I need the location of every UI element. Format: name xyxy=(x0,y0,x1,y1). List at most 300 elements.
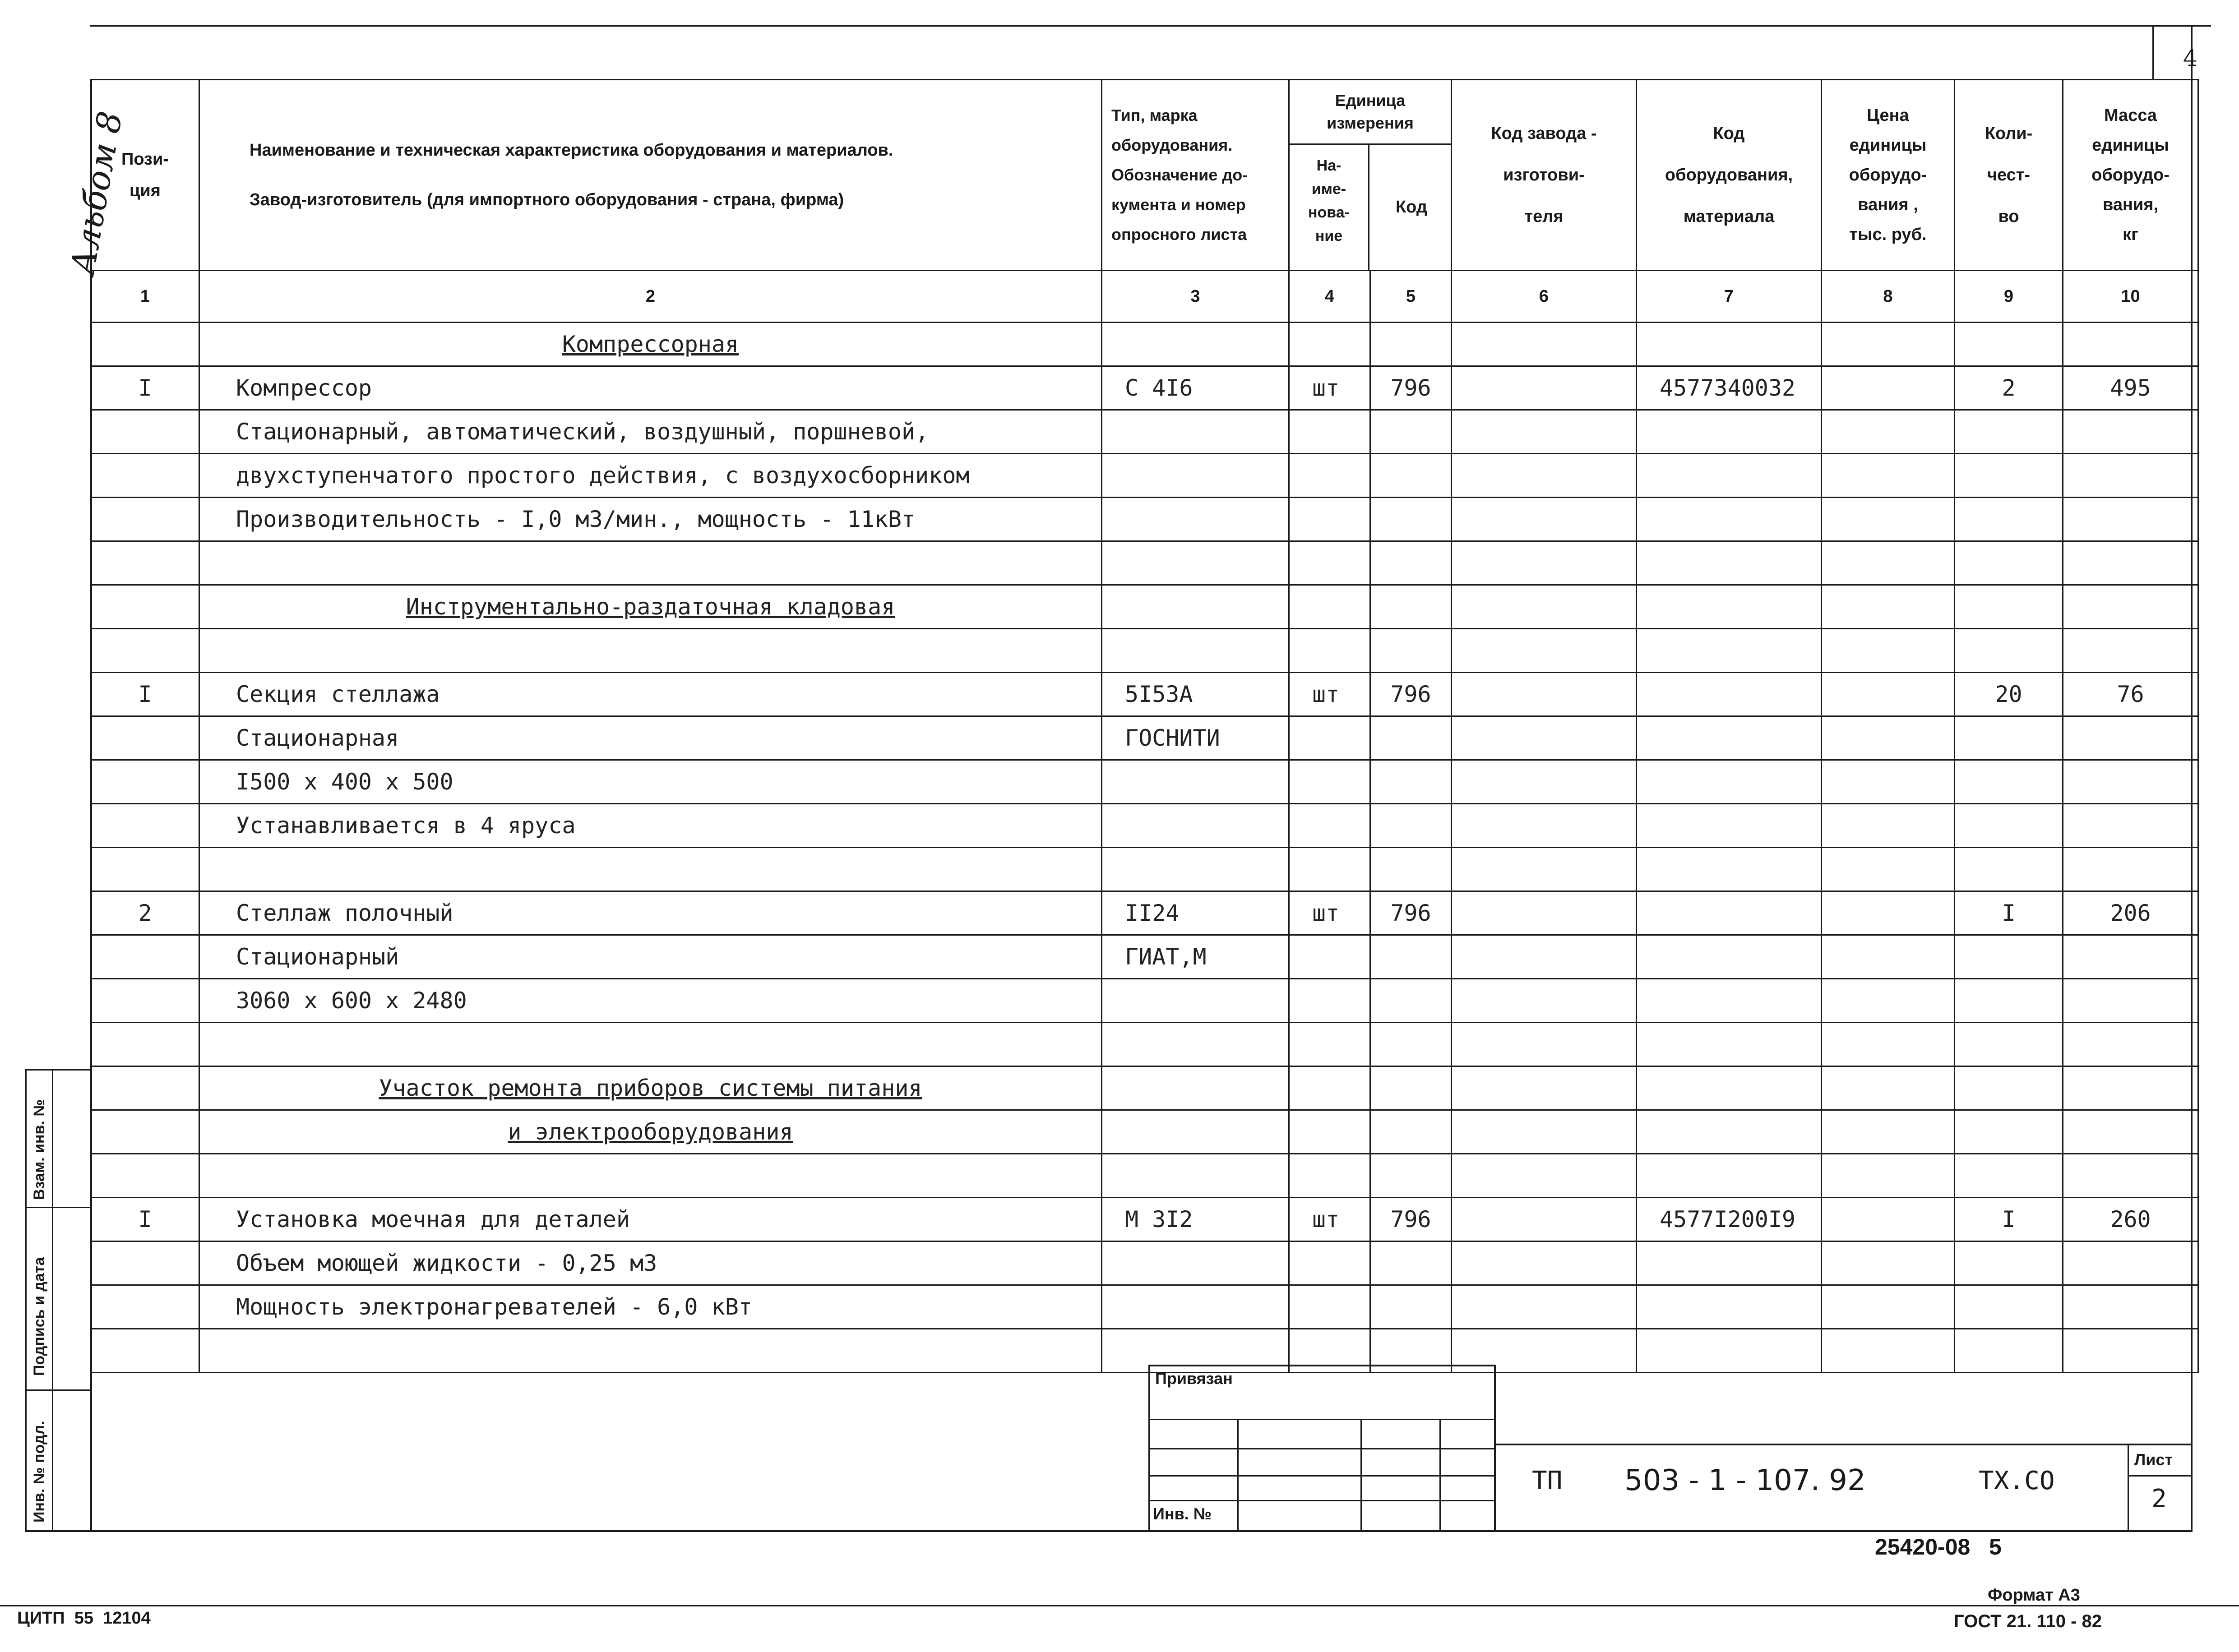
cell-mass xyxy=(2063,1285,2198,1329)
stamp-h3 xyxy=(1148,1475,1496,1477)
section-heading-row xyxy=(91,1110,2198,1154)
cell-name xyxy=(199,1154,1102,1198)
cell-type xyxy=(1102,1241,1289,1285)
cell-type xyxy=(1102,1066,1289,1110)
cell-factory-code xyxy=(1452,891,1637,935)
cell-name xyxy=(199,366,1102,410)
cell-unit-code xyxy=(1370,935,1452,979)
cell-unit-code xyxy=(1370,1285,1452,1329)
cell-position xyxy=(91,891,199,935)
cell-quantity-text: 20 xyxy=(1995,681,2022,707)
table-row xyxy=(91,760,2198,804)
cell-equipment-code xyxy=(1637,498,1822,541)
cell-mass xyxy=(2063,716,2198,760)
cell-type-text: ГИАТ,М xyxy=(1125,944,1207,970)
cell-position xyxy=(91,1329,199,1373)
cell-type-text: 5I53А xyxy=(1125,681,1193,707)
cell-quantity xyxy=(1955,629,2063,673)
cell-price xyxy=(1822,1110,1955,1154)
cell-equipment-code xyxy=(1637,716,1822,760)
cell-unit-code-text: 796 xyxy=(1390,375,1431,401)
table-row xyxy=(91,1023,2198,1066)
cell-unit-code xyxy=(1370,716,1452,760)
cell-mass xyxy=(2063,804,2198,848)
title-block-top xyxy=(1496,1444,2191,1445)
title-tp: ТП xyxy=(1532,1466,1563,1495)
cell-quantity xyxy=(1955,366,2063,410)
table-row xyxy=(91,935,2198,979)
side-label-divider xyxy=(52,1069,53,1532)
cell-factory-code xyxy=(1452,804,1637,848)
cell-type xyxy=(1102,760,1289,804)
cell-name-text: 3060 x 600 x 2480 xyxy=(236,988,467,1014)
cell-unit xyxy=(1289,1241,1370,1285)
cell-name-text: Компрессорная xyxy=(562,331,739,357)
cell-unit xyxy=(1289,716,1370,760)
cell-position xyxy=(91,1241,199,1285)
cell-unit xyxy=(1289,498,1370,541)
cell-position xyxy=(91,1154,199,1198)
cell-unit xyxy=(1289,629,1370,673)
cell-position xyxy=(91,1023,199,1066)
cell-position-text: I xyxy=(138,1206,152,1232)
table-row xyxy=(91,498,2198,541)
cell-name xyxy=(199,673,1102,716)
header-name-line2: Завод-изготовитель (для импортного оборудования - страна, фирма) xyxy=(250,190,844,209)
cell-equipment-code xyxy=(1637,760,1822,804)
cell-unit-code xyxy=(1370,891,1452,935)
format-label: Формат А3 xyxy=(1988,1586,2080,1605)
header-row xyxy=(91,80,2198,271)
cell-mass xyxy=(2063,629,2198,673)
sheet-box-left xyxy=(2128,1444,2129,1532)
cell-quantity xyxy=(1955,498,2063,541)
header-price: Цена единицы оборудо- вания , тыс. руб. xyxy=(1822,80,1955,271)
header-name-line1: Наименование и техническая характеристика оборудования и материалов. xyxy=(250,141,893,160)
printer-label: ЦИТП 55 12104 xyxy=(17,1609,151,1628)
cell-type xyxy=(1102,891,1289,935)
cell-equipment-code xyxy=(1637,1066,1822,1110)
table-row xyxy=(91,673,2198,716)
cell-unit-code xyxy=(1370,1241,1452,1285)
cell-factory-code xyxy=(1452,935,1637,979)
stamp-v2 xyxy=(1360,1419,1362,1532)
column-number-10: 10 xyxy=(2063,271,2198,323)
cell-name-text: Установка моечная для деталей xyxy=(236,1206,630,1232)
cell-equipment-code xyxy=(1637,366,1822,410)
column-number-8: 8 xyxy=(1822,271,1955,323)
cell-mass xyxy=(2063,1066,2198,1110)
cell-position xyxy=(91,716,199,760)
cell-type-text: ГОСНИТИ xyxy=(1125,725,1220,751)
cell-name xyxy=(199,891,1102,935)
cell-position-text: 2 xyxy=(138,900,152,926)
table-row xyxy=(91,891,2198,935)
cell-price xyxy=(1822,366,1955,410)
sheet-box-mid xyxy=(2128,1475,2191,1477)
cell-unit xyxy=(1289,585,1370,629)
cell-name-text: Стационарный, автоматический, воздушный, поршневой, xyxy=(236,419,929,445)
cell-factory-code xyxy=(1452,716,1637,760)
cell-type xyxy=(1102,454,1289,498)
cell-quantity xyxy=(1955,585,2063,629)
cell-type xyxy=(1102,629,1289,673)
cell-quantity xyxy=(1955,716,2063,760)
cell-position xyxy=(91,366,199,410)
section-heading-row xyxy=(91,323,2198,366)
cell-price xyxy=(1822,1066,1955,1110)
side-label-original-inv: Инв. № подл. xyxy=(31,1421,48,1523)
cell-price xyxy=(1822,1198,1955,1241)
cell-position xyxy=(91,1198,199,1241)
cell-type xyxy=(1102,1023,1289,1066)
cell-unit xyxy=(1289,1023,1370,1066)
cell-quantity xyxy=(1955,454,2063,498)
cell-name-text: двухступенчатого простого действия, с воздухосборником xyxy=(236,462,970,489)
cell-equipment-code xyxy=(1637,1110,1822,1154)
cell-type-text: II24 xyxy=(1125,900,1180,926)
cell-name xyxy=(199,979,1102,1023)
table-row xyxy=(91,716,2198,760)
cell-factory-code xyxy=(1452,323,1637,366)
cell-factory-code xyxy=(1452,410,1637,454)
cell-factory-code xyxy=(1452,1285,1637,1329)
cell-unit xyxy=(1289,541,1370,585)
cell-mass-text: 76 xyxy=(2117,681,2144,707)
cell-position xyxy=(91,848,199,891)
cell-unit xyxy=(1289,1154,1370,1198)
cell-unit-code xyxy=(1370,498,1452,541)
cell-unit xyxy=(1289,848,1370,891)
cell-quantity-text: I xyxy=(2002,1206,2016,1232)
cell-unit xyxy=(1289,760,1370,804)
cell-unit-text: шт xyxy=(1312,900,1340,926)
cell-name xyxy=(199,1110,1102,1154)
cell-unit-code-text: 796 xyxy=(1390,1206,1431,1232)
cell-mass xyxy=(2063,541,2198,585)
cell-mass xyxy=(2063,935,2198,979)
album-label: Альбом 8 xyxy=(63,108,130,277)
stamp-h2 xyxy=(1148,1448,1496,1449)
cell-position xyxy=(91,410,199,454)
cell-position xyxy=(91,541,199,585)
cell-unit xyxy=(1289,935,1370,979)
cell-name xyxy=(199,323,1102,366)
cell-name-text: Устанавливается в 4 яруса xyxy=(236,812,576,839)
section-heading-row xyxy=(91,1066,2198,1110)
stamp-privyazan-label: Привязан xyxy=(1155,1369,1233,1388)
side-label-sep-1 xyxy=(25,1069,90,1071)
stamp-inv-label: Инв. № xyxy=(1153,1504,1212,1523)
cell-unit-code xyxy=(1370,454,1452,498)
cell-name-text: Производительность - I,0 м3/мин., мощность - 11кВт xyxy=(236,506,916,532)
cell-unit xyxy=(1289,1066,1370,1110)
cell-name-text: Стеллаж полочный xyxy=(236,900,453,926)
header-mass: Масса единицы оборудо- вания, кг xyxy=(2063,80,2198,271)
cell-equipment-code xyxy=(1637,979,1822,1023)
cell-price xyxy=(1822,1285,1955,1329)
cell-mass xyxy=(2063,979,2198,1023)
cell-quantity-text: I xyxy=(2002,900,2016,926)
side-label-sep-2 xyxy=(25,1207,90,1208)
cell-price xyxy=(1822,541,1955,585)
cell-quantity xyxy=(1955,1329,2063,1373)
cell-unit-code xyxy=(1370,323,1452,366)
cell-equipment-code xyxy=(1637,935,1822,979)
cell-unit xyxy=(1289,1198,1370,1241)
cell-factory-code xyxy=(1452,585,1637,629)
cell-mass xyxy=(2063,1198,2198,1241)
table-row xyxy=(91,1329,2198,1373)
cell-mass xyxy=(2063,760,2198,804)
cell-mass xyxy=(2063,498,2198,541)
column-number-row xyxy=(91,271,2198,323)
cell-price xyxy=(1822,1023,1955,1066)
cell-mass xyxy=(2063,1241,2198,1285)
cell-equipment-code xyxy=(1637,454,1822,498)
cell-price xyxy=(1822,629,1955,673)
cell-position xyxy=(91,585,199,629)
cell-quantity xyxy=(1955,1066,2063,1110)
cell-type xyxy=(1102,716,1289,760)
cell-type xyxy=(1102,848,1289,891)
cell-factory-code xyxy=(1452,366,1637,410)
cell-price xyxy=(1822,323,1955,366)
cell-name xyxy=(199,1198,1102,1241)
stamp-v1 xyxy=(1237,1419,1239,1532)
cell-equipment-code xyxy=(1637,1154,1822,1198)
cell-quantity xyxy=(1955,848,2063,891)
column-number-2: 2 xyxy=(199,271,1102,323)
cell-mass xyxy=(2063,410,2198,454)
frame-top-line xyxy=(90,25,2211,27)
cell-type xyxy=(1102,979,1289,1023)
section-heading-row xyxy=(91,585,2198,629)
header-equipment-code: Код оборудования, материала xyxy=(1637,80,1822,271)
header-type: Тип, марка оборудования. Обозначение до- кумента и номер опросного листа xyxy=(1102,80,1289,271)
column-number-5: 5 xyxy=(1370,271,1452,323)
cell-factory-code xyxy=(1452,1154,1637,1198)
cell-name xyxy=(199,760,1102,804)
table-row xyxy=(91,979,2198,1023)
cell-type xyxy=(1102,410,1289,454)
cell-quantity xyxy=(1955,1241,2063,1285)
cell-equipment-code xyxy=(1637,541,1822,585)
cell-position-text: I xyxy=(138,375,152,401)
cell-position xyxy=(91,979,199,1023)
cell-quantity xyxy=(1955,1285,2063,1329)
cell-mass xyxy=(2063,1110,2198,1154)
cell-type xyxy=(1102,1285,1289,1329)
cell-equipment-code xyxy=(1637,673,1822,716)
cell-equipment-code xyxy=(1637,1329,1822,1373)
cell-mass xyxy=(2063,1023,2198,1066)
cell-price xyxy=(1822,454,1955,498)
cell-name xyxy=(199,410,1102,454)
cell-name-text: Стационарный xyxy=(236,944,399,970)
cell-unit xyxy=(1289,673,1370,716)
cell-mass xyxy=(2063,1329,2198,1373)
cell-price xyxy=(1822,760,1955,804)
cell-factory-code xyxy=(1452,629,1637,673)
cell-name xyxy=(199,1023,1102,1066)
cell-name xyxy=(199,454,1102,498)
cell-unit-code xyxy=(1370,848,1452,891)
frame-bottom-line xyxy=(25,1530,2193,1532)
cell-name-text: Инструментально-раздаточная кладовая xyxy=(406,594,895,620)
cell-quantity xyxy=(1955,979,2063,1023)
cell-unit-code-text: 796 xyxy=(1390,900,1431,926)
header-unit xyxy=(1289,80,1452,271)
cell-unit-text: шт xyxy=(1312,375,1340,401)
cell-quantity xyxy=(1955,1154,2063,1198)
cell-quantity xyxy=(1955,673,2063,716)
cell-name-text: Участок ремонта приборов системы питания xyxy=(379,1075,922,1101)
cell-type xyxy=(1102,673,1289,716)
table-row xyxy=(91,454,2198,498)
cell-name-text: Секция стеллажа xyxy=(236,681,440,707)
cell-quantity xyxy=(1955,410,2063,454)
cell-mass xyxy=(2063,585,2198,629)
cell-price xyxy=(1822,498,1955,541)
table-row xyxy=(91,848,2198,891)
cell-position xyxy=(91,498,199,541)
cell-factory-code xyxy=(1452,1241,1637,1285)
cell-type xyxy=(1102,585,1289,629)
cell-position xyxy=(91,323,199,366)
cell-unit-code xyxy=(1370,410,1452,454)
cell-unit-code xyxy=(1370,979,1452,1023)
table-row xyxy=(91,366,2198,410)
side-label-signature-date: Подпись и дата xyxy=(31,1257,48,1376)
cell-equipment-code xyxy=(1637,323,1822,366)
cell-equipment-code xyxy=(1637,410,1822,454)
cell-equipment-code xyxy=(1637,1285,1822,1329)
cell-name-text: I500 x 400 x 500 xyxy=(236,769,453,795)
cell-type xyxy=(1102,1198,1289,1241)
side-label-sep-3 xyxy=(25,1389,90,1391)
header-unit-code: Код xyxy=(1395,198,1428,217)
cell-quantity xyxy=(1955,891,2063,935)
cell-unit-code xyxy=(1370,629,1452,673)
cell-unit-code xyxy=(1370,1023,1452,1066)
cell-unit-code xyxy=(1370,541,1452,585)
cell-type xyxy=(1102,1110,1289,1154)
cell-equipment-code xyxy=(1637,585,1822,629)
cell-mass-text: 495 xyxy=(2110,375,2151,401)
specification-table xyxy=(90,79,2199,1373)
cell-type-text: М 3I2 xyxy=(1125,1206,1193,1232)
cell-position xyxy=(91,454,199,498)
cell-equipment-code xyxy=(1637,1023,1822,1066)
cell-equipment-code xyxy=(1637,1241,1822,1285)
cell-quantity xyxy=(1955,1023,2063,1066)
cell-position xyxy=(91,1285,199,1329)
table-row xyxy=(91,541,2198,585)
header-factory-code: Код завода - изготови- теля xyxy=(1452,80,1637,271)
cell-mass xyxy=(2063,366,2198,410)
cell-name-text: Стационарная xyxy=(236,725,399,751)
cell-position xyxy=(91,760,199,804)
side-label-replaced-inv: Взам. инв. № xyxy=(31,1099,48,1200)
table-row xyxy=(91,1241,2198,1285)
cell-factory-code xyxy=(1452,541,1637,585)
cell-unit xyxy=(1289,323,1370,366)
bottom-edge-line xyxy=(0,1605,2239,1606)
cell-name xyxy=(199,1329,1102,1373)
cell-name xyxy=(199,935,1102,979)
cell-mass-text: 260 xyxy=(2110,1206,2151,1232)
column-number-9: 9 xyxy=(1955,271,2063,323)
page-number-box-left xyxy=(2152,25,2154,79)
cell-price xyxy=(1822,716,1955,760)
cell-quantity xyxy=(1955,541,2063,585)
cell-unit xyxy=(1289,1110,1370,1154)
cell-mass xyxy=(2063,891,2198,935)
cell-name-text: и электрооборудования xyxy=(508,1119,793,1145)
table-row xyxy=(91,1285,2198,1329)
cell-name xyxy=(199,848,1102,891)
cell-unit-code xyxy=(1370,1154,1452,1198)
cell-quantity xyxy=(1955,760,2063,804)
cell-quantity xyxy=(1955,804,2063,848)
stamp-v3 xyxy=(1439,1419,1441,1532)
cell-equipment-code-text: 4577I200I9 xyxy=(1660,1206,1796,1232)
cell-factory-code xyxy=(1452,1110,1637,1154)
column-number-4: 4 xyxy=(1289,271,1370,323)
cell-name xyxy=(199,629,1102,673)
cell-price xyxy=(1822,1241,1955,1285)
cell-type xyxy=(1102,323,1289,366)
cell-name xyxy=(199,1066,1102,1110)
cell-unit-code xyxy=(1370,804,1452,848)
cell-name-text: Объем моющей жидкости - 0,25 м3 xyxy=(236,1250,657,1276)
title-mark: ТХ.СО xyxy=(1979,1466,2055,1495)
cell-position xyxy=(91,804,199,848)
cell-price xyxy=(1822,891,1955,935)
sheet-label: Лист xyxy=(2134,1450,2173,1469)
cell-mass-text: 206 xyxy=(2110,900,2151,926)
table-row xyxy=(91,629,2198,673)
cell-name xyxy=(199,1241,1102,1285)
page-number: 4 xyxy=(2183,45,2197,71)
archive-number: 25420-08 5 xyxy=(1875,1534,2002,1560)
cell-unit-code-text: 796 xyxy=(1390,681,1431,707)
cell-unit xyxy=(1289,454,1370,498)
stamp-h1 xyxy=(1148,1419,1496,1420)
cell-position xyxy=(91,1066,199,1110)
cell-unit xyxy=(1289,979,1370,1023)
cell-position xyxy=(91,1110,199,1154)
cell-name-text: Мощность электронагревателей - 6,0 кВт xyxy=(236,1294,752,1320)
cell-unit-code xyxy=(1370,366,1452,410)
cell-price xyxy=(1822,979,1955,1023)
cell-unit xyxy=(1289,410,1370,454)
cell-factory-code xyxy=(1452,760,1637,804)
header-name xyxy=(199,80,1102,271)
cell-position-text: I xyxy=(138,681,152,707)
cell-type xyxy=(1102,498,1289,541)
table-row xyxy=(91,410,2198,454)
header-unit-name: На- име- нова- ние xyxy=(1290,145,1369,270)
cell-type xyxy=(1102,1154,1289,1198)
cell-unit xyxy=(1289,366,1370,410)
cell-position xyxy=(91,935,199,979)
cell-equipment-code xyxy=(1637,1198,1822,1241)
cell-name-text: Компрессор xyxy=(236,375,372,401)
cell-unit-code xyxy=(1370,673,1452,716)
cell-mass xyxy=(2063,1154,2198,1198)
